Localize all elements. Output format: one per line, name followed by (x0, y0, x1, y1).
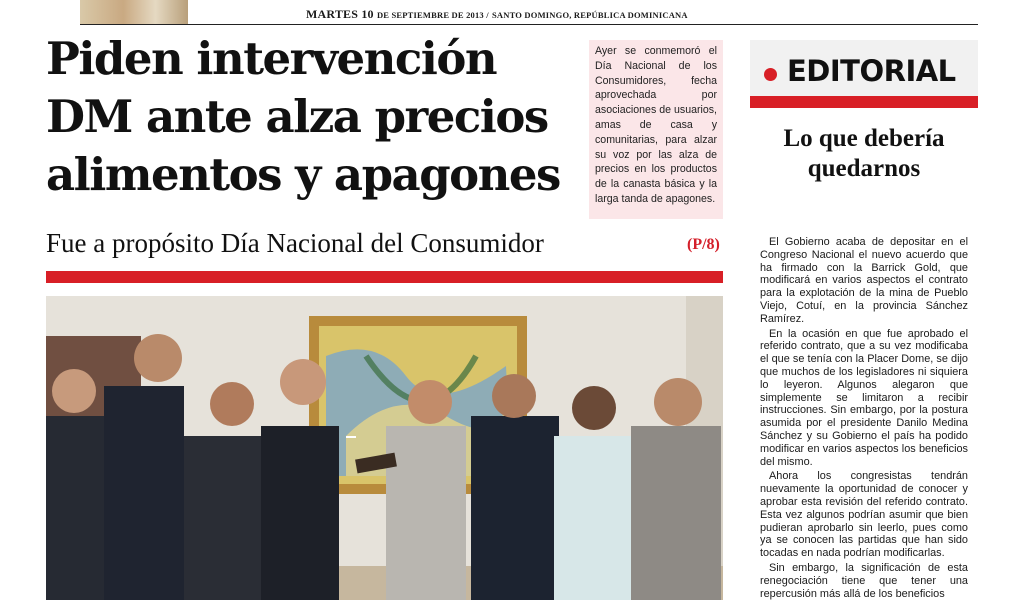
story-subheadline: Fue a propósito Día Nacional del Consumidor (46, 228, 544, 258)
dateline (306, 7, 688, 21)
headline-line-2: DM ante alza precios (46, 90, 548, 143)
editorial-paragraph-4: Sin embargo, la significación de esta renegociación tiene que tener una repercusión más allá de los beneficios (760, 561, 968, 600)
headline-line-3: alimentos y apagones (46, 148, 560, 201)
editorial-label: EDITORIAL (787, 54, 956, 88)
editorial-title[interactable] (750, 124, 978, 184)
editorial-body (760, 236, 968, 602)
dateline-location: SANTO DOMINGO, REPÚBLICA DOMINICANA (491, 10, 688, 20)
editorial-paragraph-1: El Gobierno acaba de depositar en el Congreso Nacional el nuevo acuerdo que ha firmado con la Barrick Gold, que modificará en varios aspectos el contrato para la explotación de la mina de Pueblo Viejo, Cotuí, en la provincia Sánchez Ramírez. (760, 236, 968, 325)
dateline-date-num: 10 (361, 7, 374, 21)
story-summary-box: Ayer se conmemoró el Día Nacional de los Consumidores, fecha aprovechada por asociaciones de usuarios, amas de casa y comunitarias, para alzar su voz por las alza de precios en los productos de la canasta básica y la larga tanda de apagones. (589, 40, 723, 219)
news-photo[interactable] (46, 296, 723, 600)
dateline-date-rest: DE SEPTIEMBRE DE 2013 / (376, 10, 489, 20)
headline-line-1: Piden intervención (46, 32, 497, 85)
editorial-column (750, 40, 978, 600)
editorial-title-line-2: quedarnos (807, 155, 921, 182)
red-divider-bar (46, 271, 723, 283)
editorial-paragraph-3: Ahora los congresistas tendrán nuevamente la oportunidad de conocer y aprobar esta revisión del referido contrato. Esta vez algunos podrían asumir que bien pudieran aprobarlo sin leerlo, pues como ya se conocen las partidas que han sido tocadas en nada podrían modificarlas. (760, 470, 968, 560)
editorial-paragraph-2: En la ocasión en que fue aprobado el referido contrato, que a su vez modificaba el que se tenía con la Placer Dome, se dijo que muchos de los legisladores ni siquiera lo leyeron. Algunos alegaron que simplemente se limitaron a recibir instrucciones. Sin embargo, por la postura asumida por el presidente Danilo Medina Sánchez y su Gobierno el país ha podido modificar en varios aspectos los beneficios del mismo. (760, 327, 968, 468)
dateline-day: MARTES (306, 7, 359, 21)
editorial-header (750, 40, 978, 96)
main-headline[interactable] (46, 30, 586, 204)
page-reference[interactable]: (P/8) (687, 236, 720, 253)
editorial-title-line-1: Lo que debería (783, 125, 945, 152)
news-photo-illustration (46, 296, 723, 600)
top-photo-strip (80, 0, 188, 25)
editorial-red-rule (750, 96, 978, 108)
top-rule (80, 24, 978, 25)
editorial-bullet-icon (764, 68, 777, 81)
